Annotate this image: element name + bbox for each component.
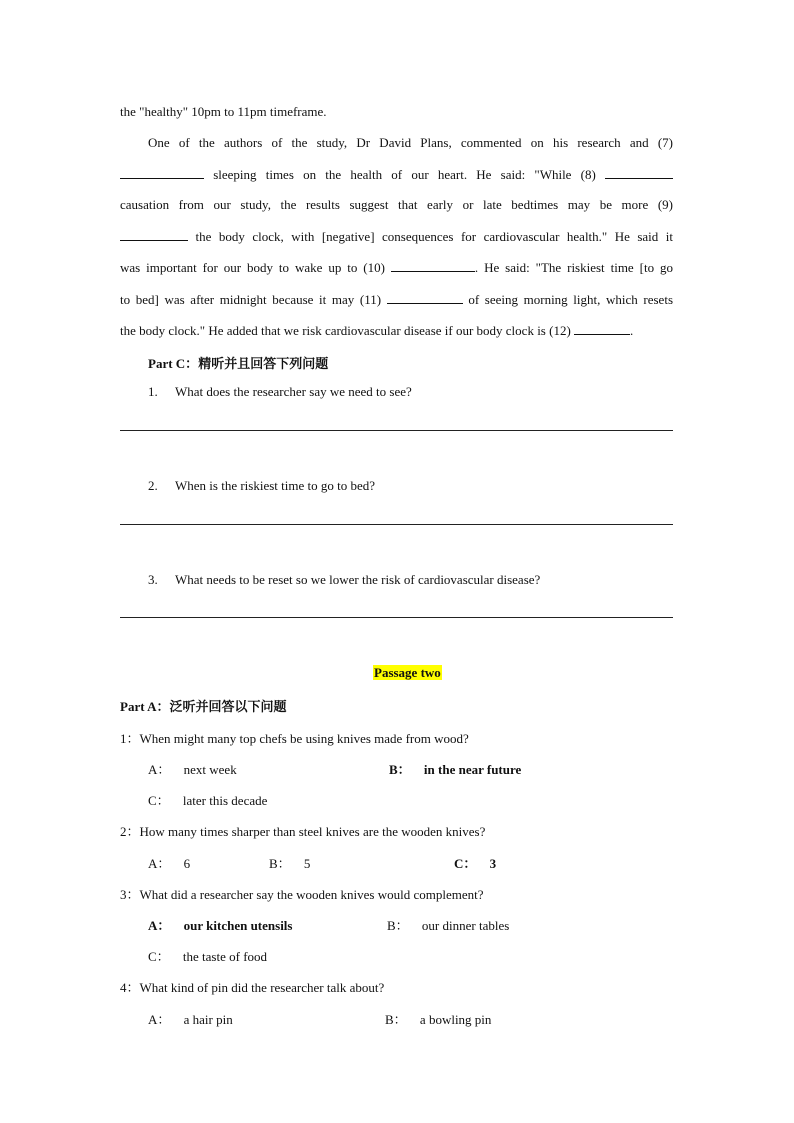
option-b[interactable]: B： 5 — [269, 856, 311, 871]
option-c[interactable]: C： the taste of food — [148, 949, 268, 964]
option-a[interactable]: A： 6 — [148, 856, 191, 871]
option-b[interactable]: B： a bowling pin — [385, 1012, 492, 1027]
fill-blank-9[interactable] — [120, 228, 188, 241]
option-b[interactable]: B： our dinner tables — [387, 918, 510, 933]
fill-blank-10[interactable] — [391, 259, 475, 272]
paragraph-line: the "healthy" 10pm to 11pm timeframe. — [120, 104, 327, 119]
answer-line[interactable] — [120, 617, 673, 618]
question-text: 2：How many times sharper than steel knives are the wooden knives? — [120, 824, 486, 839]
fill-blank-11[interactable] — [387, 291, 463, 304]
fill-blank-7[interactable] — [120, 166, 204, 179]
answer-line[interactable] — [120, 430, 673, 431]
part-a-heading: Part A：泛听并回答以下问题 — [120, 699, 287, 715]
paragraph-line: was important for our body to wake up to (10) . He said: "The riskiest time [to go — [120, 260, 674, 275]
answer-line[interactable] — [120, 524, 673, 525]
question-text: 1：When might many top chefs be using knives made from wood? — [120, 731, 469, 746]
option-a[interactable]: A： our kitchen utensils — [148, 918, 293, 933]
option-c[interactable]: C： 3 — [454, 856, 497, 871]
fill-blank-12[interactable] — [574, 322, 630, 335]
paragraph-line: One of the authors of the study, Dr David Plans, commented on his research and (7) — [148, 135, 673, 150]
paragraph-line: to bed] was after midnight because it may (11) of seeing morning light, which resets — [120, 292, 674, 307]
paragraph-line: causation from our study, the results suggest that early or late bedtimes may be more (9) — [120, 197, 673, 212]
paragraph-line: the body clock, with [negative] consequences for cardiovascular health." He said it — [120, 228, 673, 245]
fill-blank-8[interactable] — [605, 166, 673, 179]
option-a[interactable]: A： a hair pin — [148, 1012, 233, 1027]
paragraph-line: sleeping times on the health of our heart. He said: "While (8) — [120, 166, 673, 183]
question-item: 2. When is the riskiest time to go to bed? — [148, 478, 376, 493]
part-c-heading: Part C：精听并且回答下列问题 — [148, 356, 329, 372]
question-item: 1. What does the researcher say we need to see? — [148, 384, 412, 399]
question-text: 3：What did a researcher say the wooden knives would complement? — [120, 887, 484, 902]
question-item: 3. What needs to be reset so we lower the risk of cardiovascular disease? — [148, 572, 541, 587]
question-text: 4：What kind of pin did the researcher talk about? — [120, 980, 385, 995]
option-a[interactable]: A： next week — [148, 762, 237, 777]
option-b[interactable]: B： in the near future — [389, 762, 522, 777]
paragraph-line: the body clock." He added that we risk cardiovascular disease if our body clock is (12) . — [120, 323, 634, 338]
option-c[interactable]: C： later this decade — [148, 793, 268, 808]
passage-two-title: Passage two — [374, 665, 441, 680]
